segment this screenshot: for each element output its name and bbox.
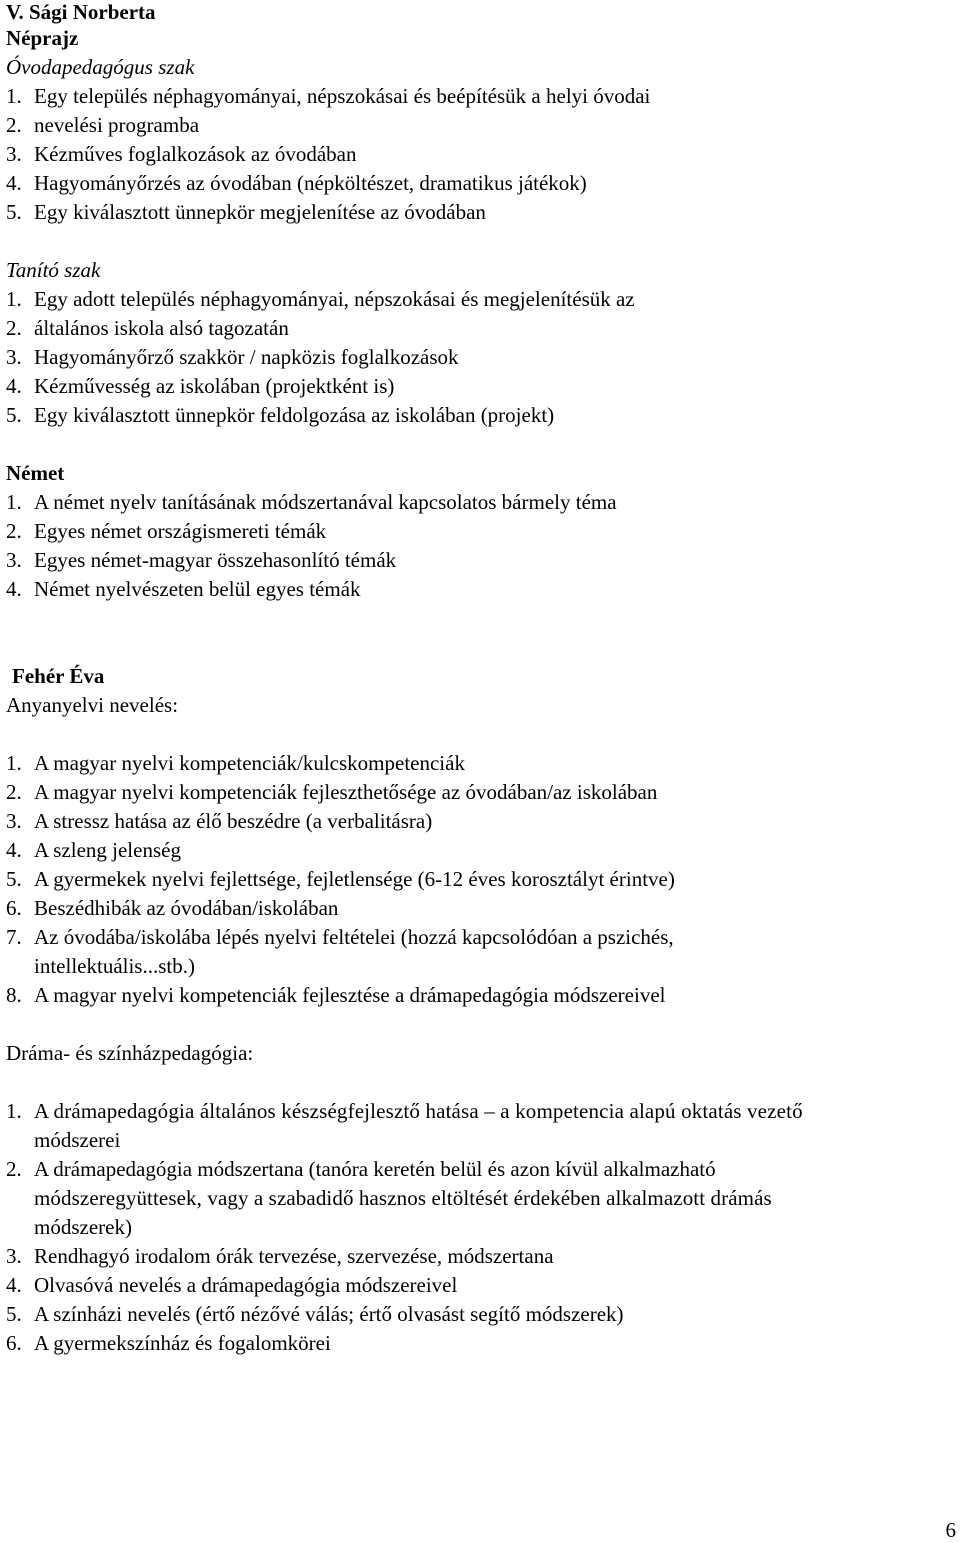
list-item xyxy=(6,1097,956,1126)
item-text: Egyes német-magyar összehasonlító témák xyxy=(34,548,397,572)
list-item xyxy=(6,517,956,546)
list-item xyxy=(6,372,956,401)
subject-title: Anyanyelvi nevelés: xyxy=(6,693,179,717)
list-item xyxy=(6,1155,956,1184)
item-number: 5. xyxy=(6,403,22,427)
list-item xyxy=(6,778,956,807)
item-number: 1. xyxy=(6,1099,22,1123)
item-number: 5. xyxy=(6,200,22,224)
item-number: 1. xyxy=(6,84,22,108)
item-number: 4. xyxy=(6,838,22,862)
list-item-continuation: módszeregyüttesek, vagy a szabadidő hasznos eltöltését érdekében alkalmazott drámás xyxy=(34,1186,772,1210)
item-number: 2. xyxy=(6,113,22,137)
item-text: Egy kiválasztott ünnepkör megjelenítése az óvodában xyxy=(34,200,486,224)
item-text: Egy település néphagyományai, népszokásai és beépítésük a helyi óvodai xyxy=(34,84,651,108)
item-text: A szleng jelenség xyxy=(34,838,181,862)
item-number: 2. xyxy=(6,780,22,804)
list-item-continuation: módszerei xyxy=(34,1128,121,1152)
spacer xyxy=(6,1068,956,1097)
subject-title: Néprajz xyxy=(6,26,79,50)
author-name: Fehér Éva xyxy=(12,664,105,688)
item-number: 2. xyxy=(6,316,22,340)
subject-title: Német xyxy=(6,461,65,485)
item-text: Német nyelvészeten belül egyes témák xyxy=(34,577,361,601)
list-item xyxy=(6,343,956,372)
item-text: A színházi nevelés (értő nézővé válás; értő olvasást segítő módszerek) xyxy=(34,1302,624,1326)
item-number: 2. xyxy=(6,519,22,543)
list-item xyxy=(6,749,956,778)
item-text: A magyar nyelvi kompetenciák fejlesztése a drámapedagógia módszereivel xyxy=(34,983,666,1007)
group-title: Tanító szak xyxy=(6,258,101,282)
list-item xyxy=(6,401,956,430)
list-item xyxy=(6,314,956,343)
item-text: Rendhagyó irodalom órák tervezése, szervezése, módszertana xyxy=(34,1244,554,1268)
list-item xyxy=(6,923,956,952)
list-item xyxy=(6,285,956,314)
item-text: Egyes német országismereti témák xyxy=(34,519,327,543)
list-item xyxy=(6,894,956,923)
list-item xyxy=(6,488,956,517)
item-text: A gyermekek nyelvi fejlettsége, fejletlensége (6-12 éves korosztályt érintve) xyxy=(34,867,675,891)
item-number: 4. xyxy=(6,171,22,195)
item-number: 6. xyxy=(6,896,22,920)
item-text: A magyar nyelvi kompetenciák/kulcskompetenciák xyxy=(34,751,465,775)
spacer xyxy=(6,1010,956,1039)
item-text: Hagyományőrző szakkör / napközis foglalkozások xyxy=(34,345,459,369)
spacer xyxy=(6,720,956,749)
item-text: A drámapedagógia általános készségfejlesztő hatása – a kompetencia alapú oktatás vezető xyxy=(34,1099,803,1123)
list-item xyxy=(6,82,956,111)
subject-title: Dráma- és színházpedagógia: xyxy=(6,1041,254,1065)
item-number: 3. xyxy=(6,142,22,166)
page-number: 6 xyxy=(945,1518,956,1542)
list-item xyxy=(6,575,956,604)
list-item xyxy=(6,198,956,227)
item-number: 3. xyxy=(6,548,22,572)
group-title: Óvodapedagógus szak xyxy=(6,55,195,79)
list-item xyxy=(6,111,956,140)
item-text: Beszédhibák az óvodában/iskolában xyxy=(34,896,339,920)
list-item xyxy=(6,1242,956,1271)
list-item xyxy=(6,1329,956,1358)
document-page xyxy=(6,0,956,1358)
item-text: nevelési programba xyxy=(34,113,200,137)
item-text: A gyermekszínház és fogalomkörei xyxy=(34,1331,331,1355)
list-item xyxy=(6,169,956,198)
item-number: 4. xyxy=(6,374,22,398)
item-text: A német nyelv tanításának módszertanával kapcsolatos bármely téma xyxy=(34,490,617,514)
item-text: Olvasóvá nevelés a drámapedagógia módszereivel xyxy=(34,1273,458,1297)
list-item xyxy=(6,865,956,894)
spacer xyxy=(6,604,956,662)
item-number: 4. xyxy=(6,1273,22,1297)
item-text: Hagyományőrzés az óvodában (népköltészet, dramatikus játékok) xyxy=(34,171,587,195)
list-item xyxy=(6,140,956,169)
item-text: A stressz hatása az élő beszédre (a verbalitásra) xyxy=(34,809,433,833)
item-number: 5. xyxy=(6,1302,22,1326)
list-item xyxy=(6,546,956,575)
item-number: 3. xyxy=(6,809,22,833)
item-number: 8. xyxy=(6,983,22,1007)
item-number: 6. xyxy=(6,1331,22,1355)
list-item xyxy=(6,1300,956,1329)
item-number: 7. xyxy=(6,925,22,949)
item-number: 5. xyxy=(6,867,22,891)
list-item xyxy=(6,807,956,836)
item-text: Az óvodába/iskolába lépés nyelvi feltételei (hozzá kapcsolódóan a pszichés, xyxy=(34,925,674,949)
item-text: A drámapedagógia módszertana (tanóra keretén belül és azon kívül alkalmazható xyxy=(34,1157,716,1181)
item-number: 3. xyxy=(6,1244,22,1268)
list-item xyxy=(6,836,956,865)
author-name: V. Sági Norberta xyxy=(6,0,156,24)
spacer xyxy=(6,430,956,459)
list-item-continuation: módszerek) xyxy=(34,1215,132,1239)
item-number: 3. xyxy=(6,345,22,369)
list-item-continuation: intellektuális...stb.) xyxy=(34,954,195,978)
item-number: 4. xyxy=(6,577,22,601)
item-number: 2. xyxy=(6,1157,22,1181)
list-item xyxy=(6,981,956,1010)
item-text: Kézművesség az iskolában (projektként is) xyxy=(34,374,395,398)
item-number: 1. xyxy=(6,751,22,775)
item-text: A magyar nyelvi kompetenciák fejleszthetősége az óvodában/az iskolában xyxy=(34,780,658,804)
item-text: Kézműves foglalkozások az óvodában xyxy=(34,142,357,166)
item-text: Egy adott település néphagyományai, népszokásai és megjelenítésük az xyxy=(34,287,635,311)
spacer xyxy=(6,227,956,256)
item-number: 1. xyxy=(6,287,22,311)
item-number: 1. xyxy=(6,490,22,514)
item-text: általános iskola alsó tagozatán xyxy=(34,316,289,340)
list-item xyxy=(6,1271,956,1300)
item-text: Egy kiválasztott ünnepkör feldolgozása az iskolában (projekt) xyxy=(34,403,555,427)
